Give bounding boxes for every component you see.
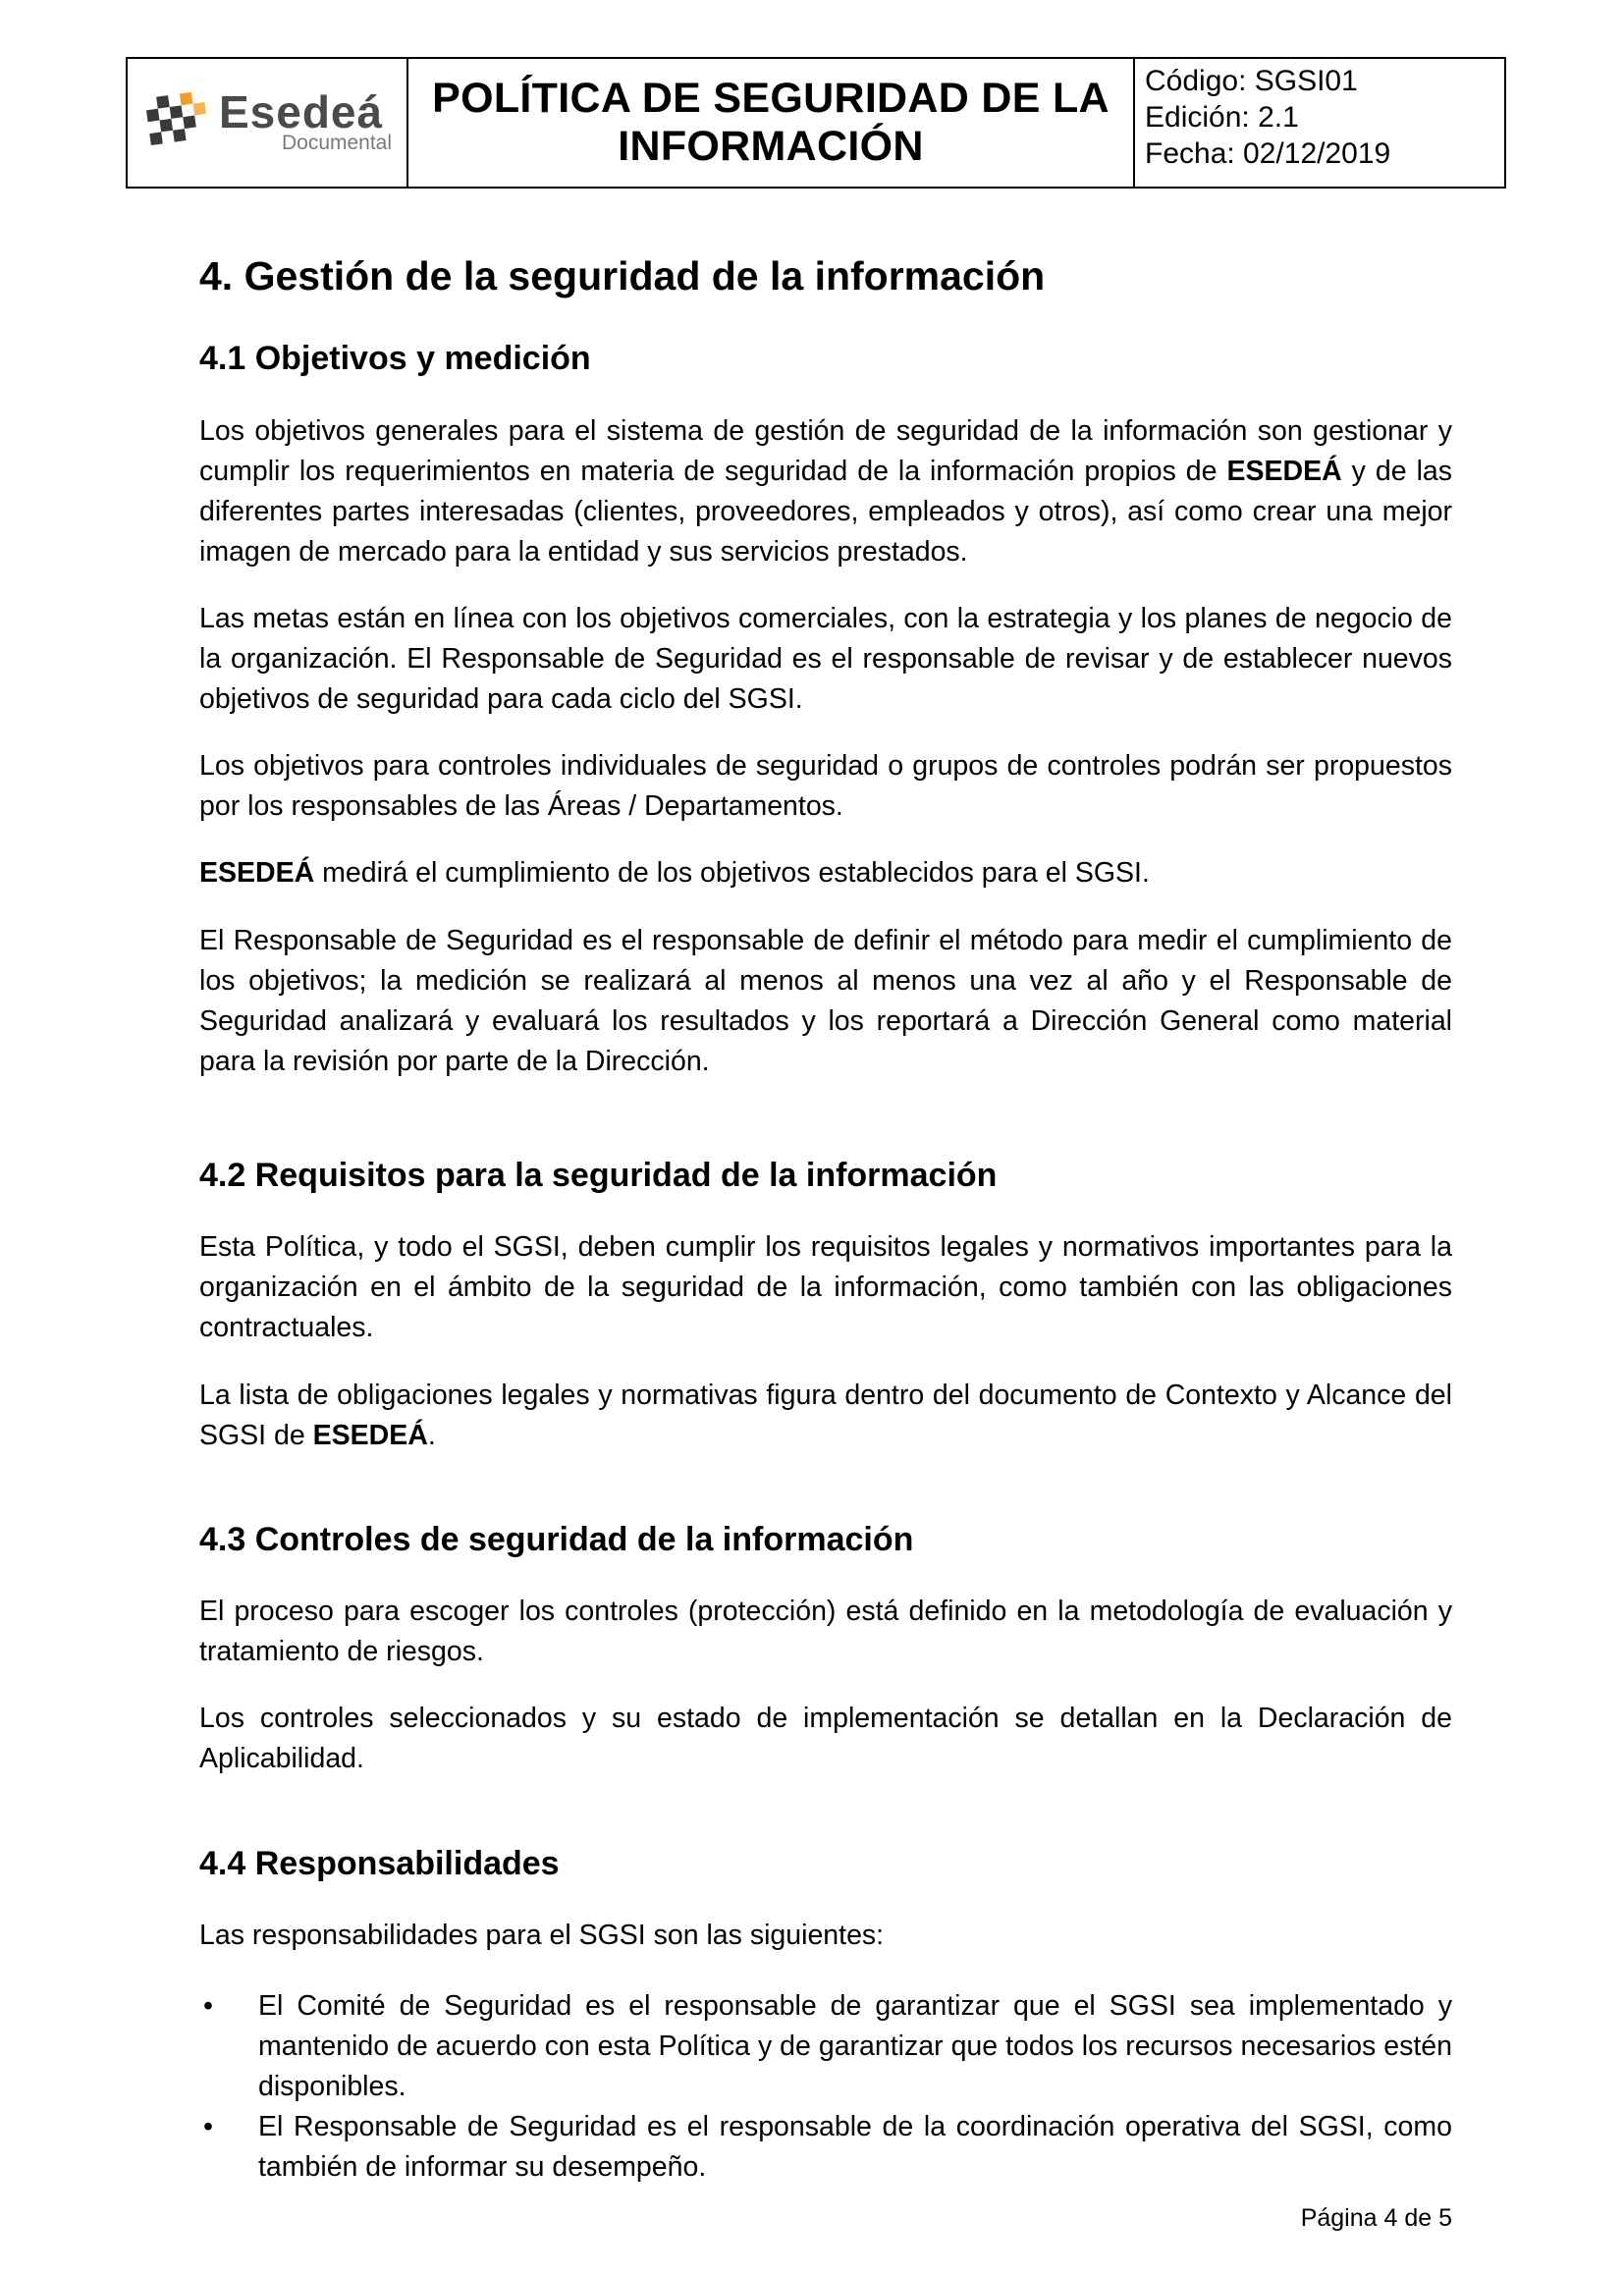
list-item: • El Responsable de Seguridad es el responsable de la coordinación operativa del SGSI, como también de informar su desempeño. (199, 2107, 1452, 2188)
paragraph-4-1-3: Los objetivos para controles individuales de seguridad o grupos de controles podrán ser propuestos por los responsables de las Áreas / Departamentos. (199, 750, 1452, 822)
list-item: • El Comité de Seguridad es el responsable de garantizar que el SGSI sea implementado y mantenido de acuerdo con esta Política y de garantizar que todos los recursos necesarios estén disponibles. (199, 1986, 1452, 2107)
responsibilities-list (199, 1986, 1452, 2188)
bullet-icon: • (203, 1990, 213, 2022)
document-code: Código: SGSI01 (1145, 65, 1358, 97)
logo-cell (128, 59, 408, 187)
company-logo (142, 86, 393, 154)
checker-logo-icon (142, 92, 213, 153)
title-line-1: POLÍTICA DE SEGURIDAD DE LA (432, 75, 1110, 122)
section-4-1-heading: 4.1 Objetivos y medición (199, 340, 591, 377)
company-name: ESEDEÁ (199, 857, 315, 889)
logo-brand: Esedeá (218, 86, 384, 137)
company-name: ESEDEÁ (1226, 456, 1342, 487)
section-4-4-heading: 4.4 Responsabilidades (199, 1845, 560, 1882)
bullet-icon: • (203, 2111, 213, 2142)
document-edition: Edición: 2.1 (1145, 101, 1299, 134)
paragraph-4-4-intro: Las responsabilidades para el SGSI son las siguientes: (199, 1920, 885, 1951)
section-4-2-heading: 4.2 Requisitos para la seguridad de la información (199, 1157, 998, 1194)
document-header (126, 57, 1506, 189)
paragraph-4-1-1: Los objetivos generales para el sistema de gestión de seguridad de la información son gestionar y cumplir los requerimientos en materia de seguridad de la información propios de ESEDEÁ y de las diferentes partes interesadas (clientes, proveedores, empleados y otros), así como crear una mejor imagen de mercado para la entidad y sus servicios prestados. (199, 415, 1452, 568)
paragraph-4-2-1: Esta Política, y todo el SGSI, deben cumplir los requisitos legales y normativos importantes para la organización en el ámbito de la seguridad de la información, como también con las obligaciones contractuales. (199, 1231, 1452, 1343)
paragraph-4-1-5: El Responsable de Seguridad es el responsable de definir el método para medir el cumplimiento de los objetivos; la medición se realizará al menos al menos una vez al año y el Responsable de Seguridad analizará y evaluará los resultados y los reportará a Dirección General como material para la revisión por parte de la Dirección. (199, 925, 1452, 1077)
paragraph-4-2-2: La lista de obligaciones legales y normativas figura dentro del documento de Contexto y Alcance del SGSI de ESEDEÁ. (199, 1380, 1452, 1451)
paragraph-4-1-4: ESEDEÁ medirá el cumplimiento de los objetivos establecidos para el SGSI. (199, 857, 1150, 889)
document-date: Fecha: 02/12/2019 (1145, 137, 1391, 170)
document-meta-cell (1135, 59, 1504, 187)
page-number: Página 4 de 5 (1300, 2204, 1452, 2232)
document-title (432, 75, 1110, 171)
section-4-heading: 4. Gestión de la seguridad de la información (199, 253, 1046, 298)
company-name: ESEDEÁ (312, 1420, 428, 1451)
logo-subtitle: Documental (281, 132, 393, 154)
paragraph-4-1-2: Las metas están en línea con los objetivos comerciales, con la estrategia y los planes de negocio de la organización. El Responsable de Seguridad es el responsable de revisar y de establecer nuevos objetivos de seguridad para cada ciclo del SGSI. (199, 603, 1452, 715)
paragraph-4-3-1: El proceso para escoger los controles (protección) está definido en la metodología de evaluación y tratamiento de riesgos. (199, 1596, 1452, 1667)
paragraph-4-3-2: Los controles seleccionados y su estado de implementación se detallan en la Declaración de Aplicabilidad. (199, 1703, 1452, 1774)
document-title-cell (408, 59, 1135, 187)
title-line-2: INFORMACIÓN (618, 123, 924, 170)
section-4-3-heading: 4.3 Controles de seguridad de la información (199, 1521, 914, 1558)
